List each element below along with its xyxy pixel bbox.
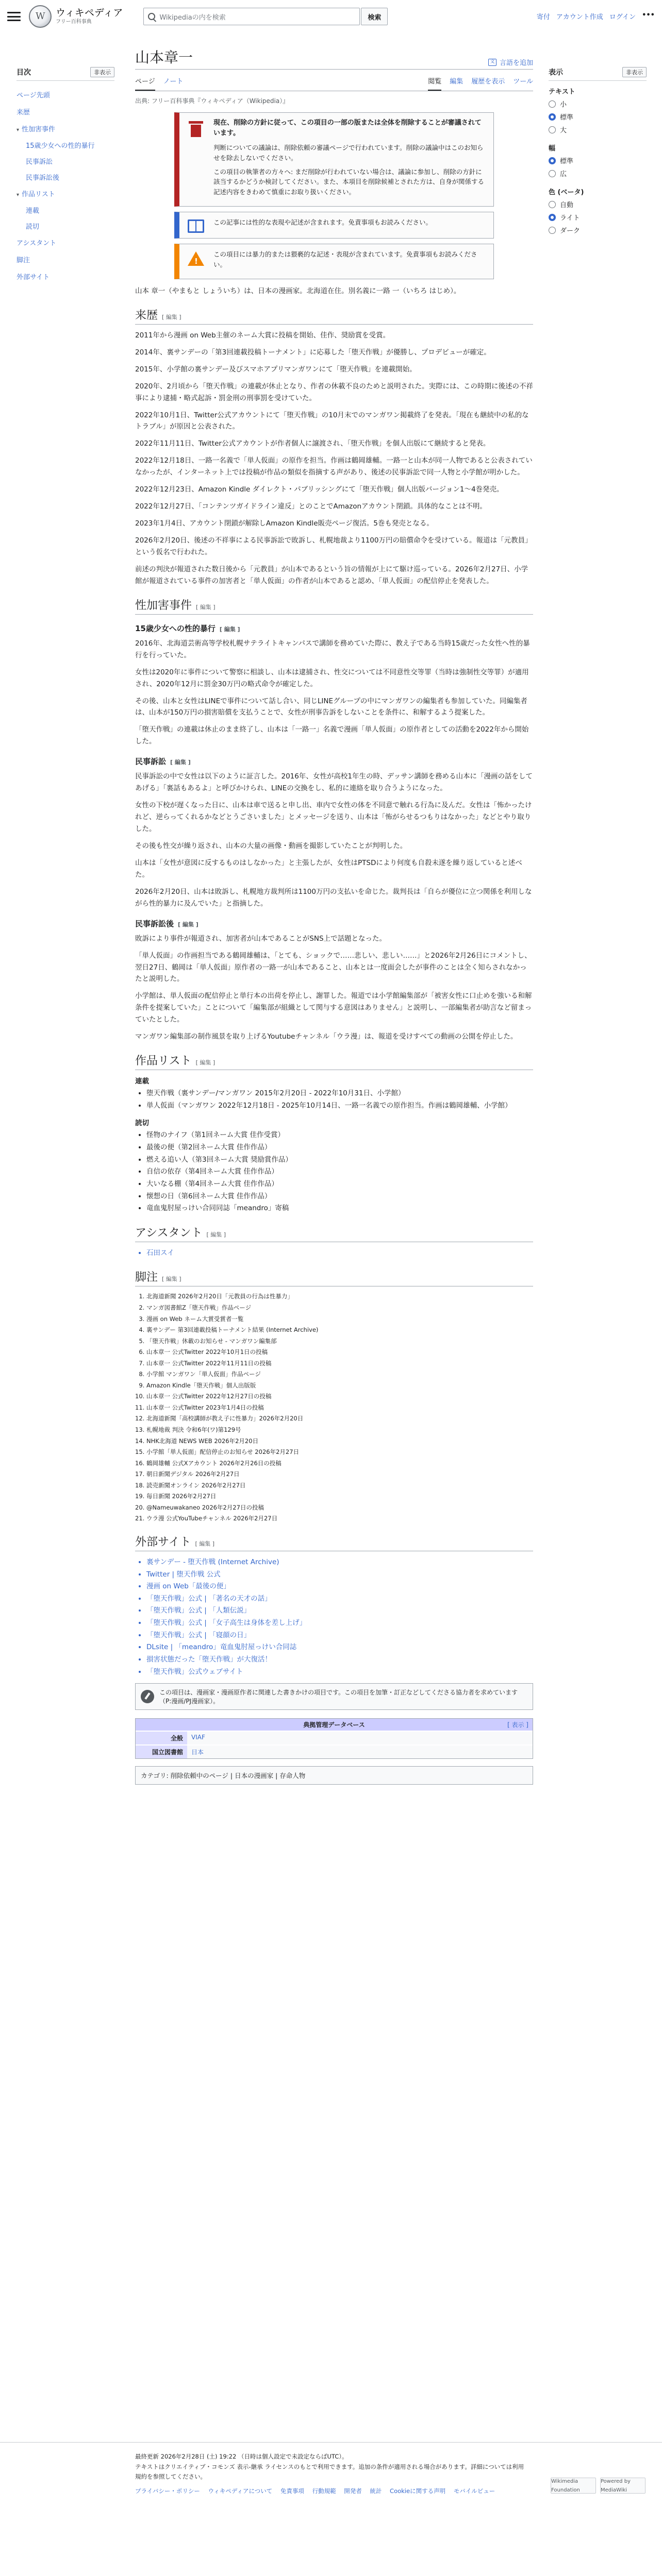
toc-hide-button[interactable]: 非表示 xyxy=(90,67,114,77)
toc-item-label: 性加害事件 xyxy=(22,126,56,133)
section-heading-incident xyxy=(135,597,533,615)
toc-header xyxy=(16,67,114,81)
option-label: ダーク xyxy=(560,227,581,235)
text-size-label: テキスト xyxy=(549,88,575,96)
deletion-notice xyxy=(174,112,494,207)
external-link[interactable]: • 「堕天作戦」公式 | 「女子高生は身体を差し上げ」 xyxy=(146,1617,533,1630)
history-paragraph: 2015年、小学館の裏サンデー及びスマホアプリマンガワンにて「堕天作戦」を連載開始。 xyxy=(135,365,417,374)
external-link[interactable]: • 「堕天作戦」公式ウェブサイト xyxy=(146,1666,533,1679)
footer-badges xyxy=(551,2478,646,2494)
external-link[interactable]: • DLsite | 「meandro」竜血鬼肘屋っけい合同誌 xyxy=(146,1641,533,1654)
section-title: アシスタント xyxy=(135,1226,203,1240)
external-link[interactable]: • 「堕天作戦」公式 | 「著名の天才の話」 xyxy=(146,1593,533,1605)
width-option[interactable] xyxy=(549,168,647,178)
footer-link[interactable]: 行動規範 xyxy=(312,2487,336,2495)
tab-page[interactable]: ページ xyxy=(135,73,155,91)
violent-content-text: この項目には暴力的または猥褻的な記述・表現が含まれています。免責事項もお読みください。 xyxy=(213,250,477,268)
edit-section-link[interactable]: [ 編集 ] xyxy=(195,1540,215,1547)
list-item: • 燃える追い人（第3回ネーム大賞 奨励賞作品） xyxy=(146,1154,533,1166)
tab-read[interactable]: 閲覧 xyxy=(428,73,441,91)
text-size-group xyxy=(549,86,647,134)
authority-show-button[interactable]: [ 表示 ] xyxy=(507,1721,528,1729)
list-item[interactable]: • 堕天作戦（裏サンデー/マンガワン 2015年2月20日 - 2022年10月31日、小学館） xyxy=(146,1088,533,1100)
appearance-title: 表示 xyxy=(549,69,563,77)
user-links xyxy=(537,11,655,21)
subsection-title: 民事訴訟後 xyxy=(135,919,174,928)
list-item: • 怪物のナイフ（第1回ネーム大賞 佳作受賞） xyxy=(146,1129,533,1142)
reference-item[interactable]: 2. マンガ図書館Z「堕天作戦」作品ページ xyxy=(146,1303,533,1313)
deletion-notice-p2: この項目の執筆者の方々へ: まだ削除が行われていない場合は、議論に参加し、削除の方針に該当するかどうか検討してください。また、本項目を削除候補とされた方は、自身が関係する記述内容をきわめて慎重にお取り扱いください。 xyxy=(213,168,485,196)
radio-button[interactable] xyxy=(549,157,556,164)
tab-history[interactable]: 履歴を表示 xyxy=(471,78,505,86)
edit-section-link[interactable]: [ 編集 ] xyxy=(178,921,198,928)
section-title: 作品リスト xyxy=(135,1055,192,1068)
lead-paragraph: 山本 章一（やまもと しょういち）は、日本の漫画家。北海道在住。別名義に一路 一（いちろ はじめ）。 xyxy=(135,286,461,295)
external-links-list xyxy=(146,1556,533,1678)
sexual-content-text: この記事には性的な表現や記述が含まれます。免責事項もお読みください。 xyxy=(213,218,433,227)
external-link[interactable]: • 損害状態だった「堕天作戦」が大復活！ xyxy=(146,1654,533,1666)
sexual-content-notice xyxy=(174,212,494,239)
lawsuit-paragraph: 山本は「女性が意図に反するものはしなかった」と主張したが、女性はPTSDにより何度も自殺未遂を繰り返していると述べた。 xyxy=(135,858,522,879)
serials-list xyxy=(146,1088,533,1112)
external-link[interactable]: • Twitter | 堕天作戦 公式 xyxy=(146,1569,533,1581)
toc-subitem[interactable] xyxy=(16,218,114,234)
history-paragraph: 2014年、裏サンデーの「第3回連載投稿トーナメント」に応募した「堕天作戦」が優勝し、プロデビューが確定。 xyxy=(135,348,491,357)
option-label: 自動 xyxy=(560,201,574,209)
list-item: • 大いなる棚（第4回ネーム大賞 佳作作品） xyxy=(146,1178,533,1191)
radio-button[interactable] xyxy=(549,201,556,208)
incident-paragraph: 2016年、北海道芸術高等学校札幌サテライトキャンパスで講師を務めていた際に、教え子である当時15歳だった女性へ性的暴行を行っていた。 xyxy=(135,639,530,659)
reference-item[interactable]: 19. 毎日新聞 2026年2月27日 xyxy=(146,1492,533,1502)
appearance-header xyxy=(549,67,647,81)
wikimedia-badge[interactable]: Wikimedia Foundation xyxy=(551,2478,596,2494)
reference-item[interactable]: 7. 山本章一 公式Twitter 2022年11月11日の投稿 xyxy=(146,1359,533,1369)
option-label: 広 xyxy=(560,171,567,178)
reference-item[interactable]: 8. 小学館 マンガワン「単人仮面」作品ページ xyxy=(146,1369,533,1380)
toc-item-label: ページ先頭 xyxy=(16,92,50,99)
chevron-down-icon[interactable]: ▾ xyxy=(16,127,20,133)
appearance-hide-button[interactable]: 非表示 xyxy=(622,67,647,77)
toc-item-label: 民事訴訟 xyxy=(26,158,53,166)
toc-subitem[interactable] xyxy=(16,137,114,153)
list-item[interactable]: • 単人仮面（マンガワン 2022年12月18日 - 2025年10月14日、一路一名義での原作担当。作画は鶴岡雄輔、小学館） xyxy=(146,1100,533,1112)
toc-subitem[interactable] xyxy=(16,202,114,218)
authority-list[interactable]: VIAF xyxy=(187,1732,533,1744)
footer-links xyxy=(135,2486,527,2497)
lawsuit-paragraph: その後も性交が繰り返され、山本の大量の画像・動画を撮影していたことが判明した。 xyxy=(135,841,407,850)
toc-title: 目次 xyxy=(16,69,31,77)
reference-item[interactable]: 9. Amazon Kindle「堕天作戦」個人出版版 xyxy=(146,1381,533,1391)
reference-item[interactable]: 13. 札幌地裁 判決 令和6年(ワ)第129号 xyxy=(146,1425,533,1435)
history-paragraph: 2020年、2月頃から「堕天作戦」の連載が休止となり、作者の休載不良のためと説明された。実際には、この時期に後述の不祥事により逮捕・略式起訴・罰金刑の刑事罰を受けていた。 xyxy=(135,382,533,402)
subsection-heading xyxy=(135,918,533,929)
toc-item[interactable] xyxy=(16,268,114,285)
option-label: 大 xyxy=(560,127,567,134)
list-item: • 懐想の日（第6回ネーム大賞 佳作作品） xyxy=(146,1191,533,1203)
authority-list[interactable]: 日本 xyxy=(187,1745,533,1758)
toc-item-label: 作品リスト xyxy=(22,191,55,198)
stub-notice-text: この項目は、漫画家・漫画原作者に関連した書きかけの項目です。この項目を加筆・訂正などしてくださる協力者を求めています（P:漫画/PJ漫画家）。 xyxy=(159,1689,518,1705)
donate-link[interactable]: 寄付 xyxy=(536,13,550,21)
tab-edit[interactable]: 編集 xyxy=(450,78,464,86)
trash-icon xyxy=(189,120,203,138)
page-footer xyxy=(0,2442,662,2496)
incident-paragraph: 「堕天作戦」の連載は休止のまま終了し、山本は「一路一」名義で漫画「単人仮面」の原作者としての活動を2022年から開始した。 xyxy=(135,725,529,746)
section-heading-assistant xyxy=(135,1224,533,1242)
reference-item[interactable]: 12. 北海道新聞「高校講師が教え子に性暴力」2026年2月20日 xyxy=(146,1414,533,1424)
edit-section-link[interactable]: [ 編集 ] xyxy=(162,313,181,320)
toc-subitem[interactable] xyxy=(16,169,114,185)
pen-icon xyxy=(141,1690,154,1703)
external-link[interactable]: • 裏サンデー - 堕天作戦 (Internet Archive) xyxy=(146,1556,533,1569)
search-icon xyxy=(148,13,155,20)
authority-row xyxy=(136,1731,533,1744)
more-options-icon[interactable]: ••• xyxy=(642,11,655,19)
tab-tools[interactable]: ツール xyxy=(513,78,533,86)
width-option[interactable] xyxy=(549,156,647,165)
add-language-button[interactable] xyxy=(488,57,533,67)
history-paragraph: 2022年10月1日、Twitter公式アカウントにて「堕天作戦」の10月末でのマンガワン掲載終了を発表。「現在も継続中の私的なトラブル」が原因と公表された。 xyxy=(135,411,529,431)
footer-link[interactable]: 免責事項 xyxy=(280,2487,304,2495)
footer-link[interactable]: 統計 xyxy=(370,2487,382,2495)
external-link[interactable]: • 「堕天作戦」公式 | 「寝顔の日」 xyxy=(146,1630,533,1642)
category-links[interactable]: カテゴリ: 削除依頼中のページ | 日本の漫画家 | 存命人物 xyxy=(135,1766,533,1785)
toc-item-label: 外部サイト xyxy=(16,274,50,281)
deletion-notice-title: 現在、削除の方針に従って、この項目の一部の版または全体を削除することが審議されています。 xyxy=(213,119,482,138)
mediawiki-badge[interactable]: Powered by MediaWiki xyxy=(600,2478,646,2494)
search-button[interactable]: 検索 xyxy=(361,8,388,25)
reference-item[interactable]: 20. @Nameuwakaneo 2026年2月27日の投稿 xyxy=(146,1503,533,1513)
site-header xyxy=(0,0,662,33)
reference-item[interactable]: 3. 漫画 on Web ネーム大賞受賞者一覧 xyxy=(146,1314,533,1325)
appearance-panel xyxy=(549,67,647,243)
footer-link[interactable]: Cookieに関する声明 xyxy=(390,2487,446,2495)
reference-item[interactable]: 1. 北海道新聞 2026年2月20日「元教員の行為は性暴力」 xyxy=(146,1292,533,1302)
toc-item[interactable] xyxy=(16,251,114,268)
references-list xyxy=(146,1292,533,1523)
violent-content-notice xyxy=(174,244,494,279)
section-title: 来歴 xyxy=(135,309,158,322)
list-item[interactable]: • 石田スイ xyxy=(146,1247,533,1260)
lawsuit-paragraph: 民事訴訟の中で女性は以下のように証言した。2016年、女性が高校1年生の時、デッサン講師を務める山本に「漫画の話をしてあげる」「裏話もあるよ」と呼びかけられ、LINEの交換をし、私的に連絡を取り合うようになった。 xyxy=(135,772,533,793)
history-paragraph: 2022年12月27日、「コンテンツガイドライン違反」とのことでAmazonアカウント閉鎖。具体的なことは不明。 xyxy=(135,502,487,511)
reference-item[interactable]: 18. 読売新聞オンライン 2026年2月27日 xyxy=(146,1481,533,1491)
list-item: • 自信の依存（第4回ネーム大賞 佳作作品） xyxy=(146,1166,533,1178)
incident-paragraph: その後、山本と女性はLINEで事件について話し合い、同じLINEグループの中にマンガワンの編集者も参加していた。同編集者は、山本が150万円の損害賠償を支払うことで、女性が刑事告訴をしないことを条件に、和解するよう提案した。 xyxy=(135,697,527,717)
after-lawsuit-paragraph: 敗訴により事件が報道され、加害者が山本であることがSNS上で話題となった。 xyxy=(135,934,387,943)
authority-row xyxy=(136,1744,533,1758)
stub-notice xyxy=(135,1683,533,1710)
section-title: 脚注 xyxy=(135,1271,158,1284)
subsection-title: 15歳少女への性的暴行 xyxy=(135,623,216,633)
subsection-title: 民事訴訟 xyxy=(135,757,167,767)
search-form xyxy=(143,8,388,25)
section-title: 性加害事件 xyxy=(135,599,192,612)
footer-link[interactable]: プライバシー・ポリシー xyxy=(135,2487,200,2495)
footer-link[interactable]: 開発者 xyxy=(344,2487,362,2495)
section-heading-notes xyxy=(135,1268,533,1286)
create-account-link[interactable]: アカウント作成 xyxy=(556,13,603,21)
authority-group: 全般 xyxy=(136,1732,187,1744)
radio-button[interactable] xyxy=(549,126,556,133)
authority-title-text: 典拠管理データベース xyxy=(303,1721,365,1729)
text-size-option[interactable] xyxy=(549,112,647,122)
text-size-option[interactable] xyxy=(549,99,647,109)
license-text: テキストはクリエイティブ・コモンズ 表示-継承 ライセンスのもとで利用できます。追加の条件が適用される場合があります。詳細については利用規約を参照してください。 xyxy=(135,2463,524,2481)
history-paragraph: 2026年2月20日、後述の不祥事による民事訴訟で敗訴し、札幌地裁より1100万円の賠償命令を受けている。報道は「元教員」という仮名で行われた。 xyxy=(135,536,532,556)
toc-item[interactable] xyxy=(16,185,114,202)
option-label: ライト xyxy=(560,214,580,222)
text-size-option[interactable] xyxy=(549,125,647,134)
wikipedia-globe-icon xyxy=(29,5,52,28)
wikipedia-logo[interactable] xyxy=(29,5,123,28)
edit-section-link[interactable]: [ 編集 ] xyxy=(206,1231,226,1238)
authority-title xyxy=(136,1719,533,1731)
option-label: 小 xyxy=(560,101,567,109)
external-link[interactable]: • 漫画 on Web「最後の便」 xyxy=(146,1581,533,1593)
reference-item[interactable]: 21. ウラ漫 公式YouTubeチャンネル 2026年2月27日 xyxy=(146,1514,533,1524)
color-label: 色 (ベータ) xyxy=(549,189,584,196)
reference-item[interactable]: 14. NHK北海道 NEWS WEB 2026年2月20日 xyxy=(146,1436,533,1447)
chevron-down-icon[interactable]: ▾ xyxy=(16,192,20,198)
toc-item[interactable] xyxy=(16,103,114,120)
edit-section-link[interactable]: [ 編集 ] xyxy=(170,759,191,766)
after-lawsuit-paragraph: マンガワン編集部の制作風景を取り上げるYoutubeチャンネル「ウラ漫」は、報道を受けすべての動画の公開を停止した。 xyxy=(135,1032,518,1041)
logo-subtitle: フリー百科事典 xyxy=(56,19,92,25)
logo-title: ウィキペディア xyxy=(56,7,123,19)
color-option[interactable] xyxy=(549,199,647,209)
incident-paragraph: 女性は2020年に事件について警察に相談し、山本は逮捕され、性交については不同意性交等罪（当時は強制性交等罪）が適用され、2020年12月に罰金30万円の略式命令が確定した。 xyxy=(135,668,529,688)
radio-button[interactable] xyxy=(549,100,556,108)
history-paragraph: 2011年から漫画 on Web主催のネーム大賞に投稿を開始、佳作、奨励賞を受賞。 xyxy=(135,331,390,340)
reference-item[interactable]: 5. 「堕天作戦」休載のお知らせ - マンガワン編集部 xyxy=(146,1336,533,1347)
list-item: • 最後の便（第2回ネーム大賞 佳作作品） xyxy=(146,1142,533,1154)
assistant-list xyxy=(146,1247,533,1260)
reference-item[interactable]: 6. 山本章一 公式Twitter 2022年10月1日の投稿 xyxy=(146,1347,533,1358)
toc-item[interactable] xyxy=(16,120,114,137)
reference-item[interactable]: 4. 裏サンデー 第3回連載投稿トーナメント結果 (Internet Archive) xyxy=(146,1325,533,1335)
list-item: • 竜血鬼肘屋っけい合同同誌「meandro」寄稿 xyxy=(146,1202,533,1215)
option-label: 標準 xyxy=(560,158,574,165)
history-paragraph: 前述の判決が報道された数日後から「元教員」が山本であるという旨の情報が上にて駆け巡っている。2026年2月27日、小学館が報道されている事件の加害者と「単人仮面」の作者が山本であると認め、「単人仮面」の配信停止を発表した。 xyxy=(135,565,528,585)
page-tabs xyxy=(135,73,533,91)
reference-item[interactable]: 10. 山本章一 公式Twitter 2022年12月27日の投稿 xyxy=(146,1392,533,1402)
search-placeholder: Wikipediaの内を検索 xyxy=(159,13,226,22)
color-option[interactable] xyxy=(549,212,647,222)
add-language-label: 言語を追加 xyxy=(499,59,533,67)
serials-label: 連載 xyxy=(135,1077,149,1086)
toc-item-label: 来歴 xyxy=(16,109,30,116)
radio-button[interactable] xyxy=(549,113,556,121)
edit-section-link[interactable]: [ 編集 ] xyxy=(162,1276,181,1283)
oneshots-list xyxy=(146,1129,533,1214)
option-label: 標準 xyxy=(560,114,574,122)
section-title: 外部サイト xyxy=(135,1535,191,1549)
toc-item-label: アシスタント xyxy=(16,240,57,247)
toc-item[interactable] xyxy=(16,234,114,251)
toc-item-label: 読切 xyxy=(26,223,40,231)
section-heading-history xyxy=(135,307,533,325)
main-menu-icon[interactable] xyxy=(7,12,21,21)
authority-control-box xyxy=(135,1718,533,1759)
reference-item[interactable]: 17. 朝日新聞デジタル 2026年2月27日 xyxy=(146,1469,533,1480)
footer-link[interactable]: ウィキペディアについて xyxy=(208,2487,273,2495)
oneshots-label: 読切 xyxy=(135,1119,149,1128)
section-heading-external xyxy=(135,1533,533,1551)
toc-item-label: 民事訴訟後 xyxy=(26,174,60,182)
history-paragraph: 2022年12月23日、Amazon Kindle ダイレクト・パブリッシングにて「堕天作戦」個人出版バージョン1〜4巻発売。 xyxy=(135,485,504,494)
authority-group: 国立図書館 xyxy=(136,1745,187,1758)
subsection-heading xyxy=(135,623,533,634)
deletion-notice-p1: 判断についての議論は、削除依頼の審議ページで行われています。削除の議論中はこのお知らせを除去しないでください。 xyxy=(213,144,484,162)
subsection-heading xyxy=(135,756,533,767)
history-paragraph: 2022年12月18日、一路一名義で「単人仮面」の原作を担当。作画は鶴岡雄輔。一路一と山本が同一人物であると公表されていなかったが、インターネット上では投稿が作品の類似を指摘する声があり、後述の民事訴訟で同一人物と小学館が明かした。 xyxy=(135,456,533,477)
from-source: 出典: フリー百科事典『ウィキペディア（Wikipedia）』 xyxy=(135,97,289,105)
login-link[interactable]: ログイン xyxy=(609,13,636,21)
toc-item-label: 脚注 xyxy=(16,257,30,264)
main-content xyxy=(135,46,533,1792)
reference-item[interactable]: 11. 山本章一 公式Twitter 2023年1月4日の投稿 xyxy=(146,1403,533,1413)
radio-button[interactable] xyxy=(549,214,556,221)
edit-section-link[interactable]: [ 編集 ] xyxy=(219,625,240,633)
reference-item[interactable]: 16. 鶴岡雄輔 公式Xアカウント 2026年2月26日の投稿 xyxy=(146,1459,533,1469)
after-lawsuit-paragraph: 小学館は、単人仮面の配信停止と単行本の出荷を停止し、謝罪した。報道では小学館編集部が「被害女性に口止めを強いる和解条件を提案していた」ことについて「編集部が組織として関与する意図はありません」と説明し、一部編集者が助言など留まっていたとした。 xyxy=(135,992,532,1024)
tab-talk[interactable]: ノート xyxy=(163,78,184,86)
history-paragraph: 2022年11月11日、Twitter公式アカウントが作者個人に譲渡され、「堕天作戦」を個人出版にて継続すると発表。 xyxy=(135,439,490,448)
radio-button[interactable] xyxy=(549,170,556,177)
radio-button[interactable] xyxy=(549,227,556,234)
toc-item-label: 連載 xyxy=(26,207,40,215)
after-lawsuit-paragraph: 「単人仮面」の作画担当である鶴岡雄輔は、「とても、ショックで……悲しい、悲しい……」と2026年2月26日にコメントし、翌日27日、鶴岡は「単人仮面」原作者の一路一が山本であること、山本とは一度面会したが事件のことは全く知らされなかったと説明した。 xyxy=(135,951,532,984)
width-group xyxy=(549,143,647,178)
toc-item[interactable] xyxy=(16,86,114,103)
toc-item-label: 15歳少女への性的暴行 xyxy=(26,142,95,150)
warning-icon xyxy=(188,251,204,266)
lawsuit-paragraph: 女性の下校が遅くなった日に、山本は車で送ると申し出、車内で女性の体を不同意で触れる行為に及んだ。女性は「怖かったけれど、逆らってくれるかなどとうごさいました」とメッセージを送り、山本は「怖がらせるつもりはなかった」などとやり取りした。 xyxy=(135,801,532,834)
title-row xyxy=(135,46,533,70)
page-title: 山本章一 xyxy=(135,49,193,66)
search-input[interactable] xyxy=(143,8,360,25)
table-of-contents xyxy=(16,67,114,285)
edit-section-link[interactable]: [ 編集 ] xyxy=(195,1059,216,1066)
color-group xyxy=(549,187,647,235)
history-paragraph: 2023年1月4日、アカウント閉鎖が解除しAmazon Kindle販売ページ復活。5巻も発売となる。 xyxy=(135,519,434,528)
last-edited: 最終更新 2026年2月28日 (土) 19:22 （日時は個人設定で未設定ならばUTC）。 xyxy=(135,2453,348,2460)
lawsuit-paragraph: 2026年2月20日、山本は敗訴し、札幌地方裁判所は1100万円の支払いを命じた。裁判長は「自らが優位に立つ関係を利用しながら性的暴力に及んでいた」と指摘した。 xyxy=(135,887,532,908)
language-icon: 文 xyxy=(488,59,496,66)
reference-item[interactable]: 15. 小学館「単人仮面」配信停止のお知らせ 2026年2月27日 xyxy=(146,1447,533,1458)
external-link[interactable]: • 「堕天作戦」公式 | 「人類伝説」 xyxy=(146,1605,533,1617)
footer-link[interactable]: モバイルビュー xyxy=(453,2487,495,2495)
edit-section-link[interactable]: [ 編集 ] xyxy=(196,603,216,611)
toc-subitem[interactable] xyxy=(16,153,114,169)
book-icon xyxy=(188,219,204,233)
section-heading-works xyxy=(135,1052,533,1070)
color-option[interactable] xyxy=(549,225,647,235)
width-label: 幅 xyxy=(549,145,556,152)
